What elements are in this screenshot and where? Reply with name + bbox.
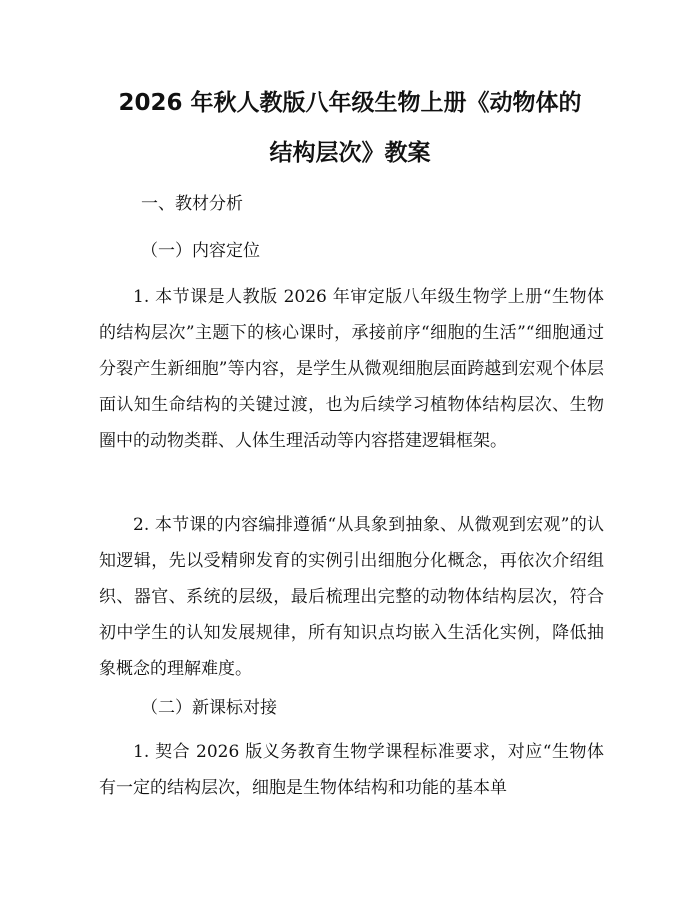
paragraph-1: 1. 本节课是人教版 2026 年审定版八年级生物学上册“生物体的结构层次”主题下的核心课时，承接前序“细胞的生活”“细胞通过分裂产生新细胞”等内容，是学生从微观细胞层面跨越到宏观个体层面认知生命结构的关键过渡，也为后续学习植物体结构层次、生物圈中的动物类群、人体生理活动等内容搭建逻辑框架。 [99,287,604,451]
document-title-line-1: 2026 年秋人教版八年级生物上册《动物体的 [118,90,582,116]
subsection-heading-curriculum-standard: （二）新课标对接 [141,698,277,718]
subsection-heading-content-positioning: （一）内容定位 [141,241,260,261]
document-title-line-2: 结构层次》教案 [269,140,431,166]
paragraph-2: 2. 本节课的内容编排遵循“从具象到抽象、从微观到宏观”的认知逻辑，先以受精卵发育的实例引出细胞分化概念，再依次介绍组织、器官、系统的层级，最后梳理出完整的动物体结构层次，符合初中学生的认知发展规律，所有知识点均嵌入生活化实例，降低抽象概念的理解难度。 [99,515,604,679]
section-heading-textbook-analysis: 一、教材分析 [141,194,243,214]
paragraph-3: 1. 契合 2026 版义务教育生物学课程标准要求，对应“生物体有一定的结构层次，细胞是生物体结构和功能的基本单 [99,742,604,798]
